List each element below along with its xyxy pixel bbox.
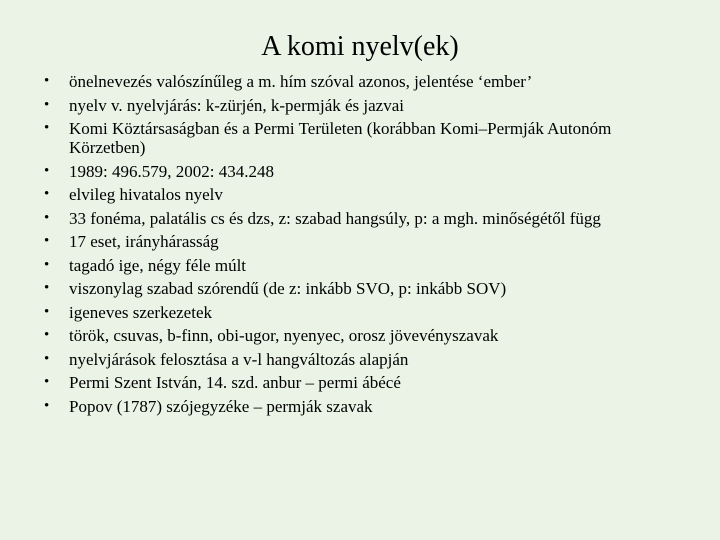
bullet-icon: • bbox=[44, 96, 50, 113]
bullet-text: nyelvjárások felosztása a v-l hangváltozás alapján bbox=[69, 349, 409, 369]
list-item bbox=[44, 397, 684, 416]
list-item bbox=[44, 350, 684, 369]
bullet-text: török, csuvas, b-finn, obi-ugor, nyenyec, orosz jövevényszavak bbox=[69, 326, 499, 345]
bullet-icon: • bbox=[44, 162, 50, 179]
bullet-icon: • bbox=[44, 186, 50, 202]
bullet-text: 1989: 496.579, 2002: 434.248 bbox=[69, 161, 274, 181]
bullet-text: 33 fonéma, palatális cs és dzs, z: szabad hangsúly, p: a mgh. minőségétől függ bbox=[69, 208, 601, 228]
bullet-text: önelnevezés valószínűleg a m. hím szóval azonos, jelentése ‘ember’ bbox=[69, 72, 533, 91]
bullet-text: Komi Köztársaságban és a Permi Területen (korábban Komi–Permják Autonóm Körzetben) bbox=[69, 119, 612, 157]
bullet-icon: • bbox=[44, 73, 50, 89]
bullet-text: igeneves szerkezetek bbox=[69, 302, 212, 322]
bullet-icon: • bbox=[44, 350, 50, 367]
bullet-text: Popov (1787) szójegyzéke – permják szavak bbox=[69, 396, 373, 416]
bullet-list bbox=[44, 72, 684, 420]
list-item bbox=[44, 72, 684, 91]
bullet-text: 17 eset, irányhárasság bbox=[69, 232, 219, 251]
bullet-text: nyelv v. nyelvjárás: k-zürjén, k-permják és jazvai bbox=[69, 95, 404, 115]
bullet-icon: • bbox=[44, 280, 50, 296]
bullet-text: Permi Szent István, 14. szd. anbur – permi ábécé bbox=[69, 373, 401, 392]
bullet-icon: • bbox=[44, 233, 50, 249]
bullet-icon: • bbox=[44, 120, 50, 136]
list-item bbox=[44, 162, 684, 181]
list-item bbox=[44, 232, 684, 251]
list-item bbox=[44, 119, 684, 157]
bullet-text: elvileg hivatalos nyelv bbox=[69, 185, 223, 204]
list-item bbox=[44, 279, 684, 298]
list-item bbox=[44, 326, 684, 345]
list-item bbox=[44, 303, 684, 322]
bullet-text: viszonylag szabad szórendű (de z: inkább SVO, p: inkább SOV) bbox=[69, 279, 507, 298]
list-item bbox=[44, 209, 684, 228]
bullet-icon: • bbox=[44, 374, 50, 390]
bullet-icon: • bbox=[44, 327, 50, 343]
bullet-icon: • bbox=[44, 209, 50, 226]
list-item bbox=[44, 256, 684, 275]
bullet-text: tagadó ige, négy féle múlt bbox=[69, 255, 247, 275]
list-item bbox=[44, 185, 684, 204]
list-item bbox=[44, 96, 684, 115]
bullet-icon: • bbox=[44, 256, 50, 273]
list-item bbox=[44, 373, 684, 392]
bullet-icon: • bbox=[44, 303, 50, 320]
slide-title: A komi nyelv(ek) bbox=[261, 31, 459, 62]
bullet-icon: • bbox=[44, 397, 50, 414]
